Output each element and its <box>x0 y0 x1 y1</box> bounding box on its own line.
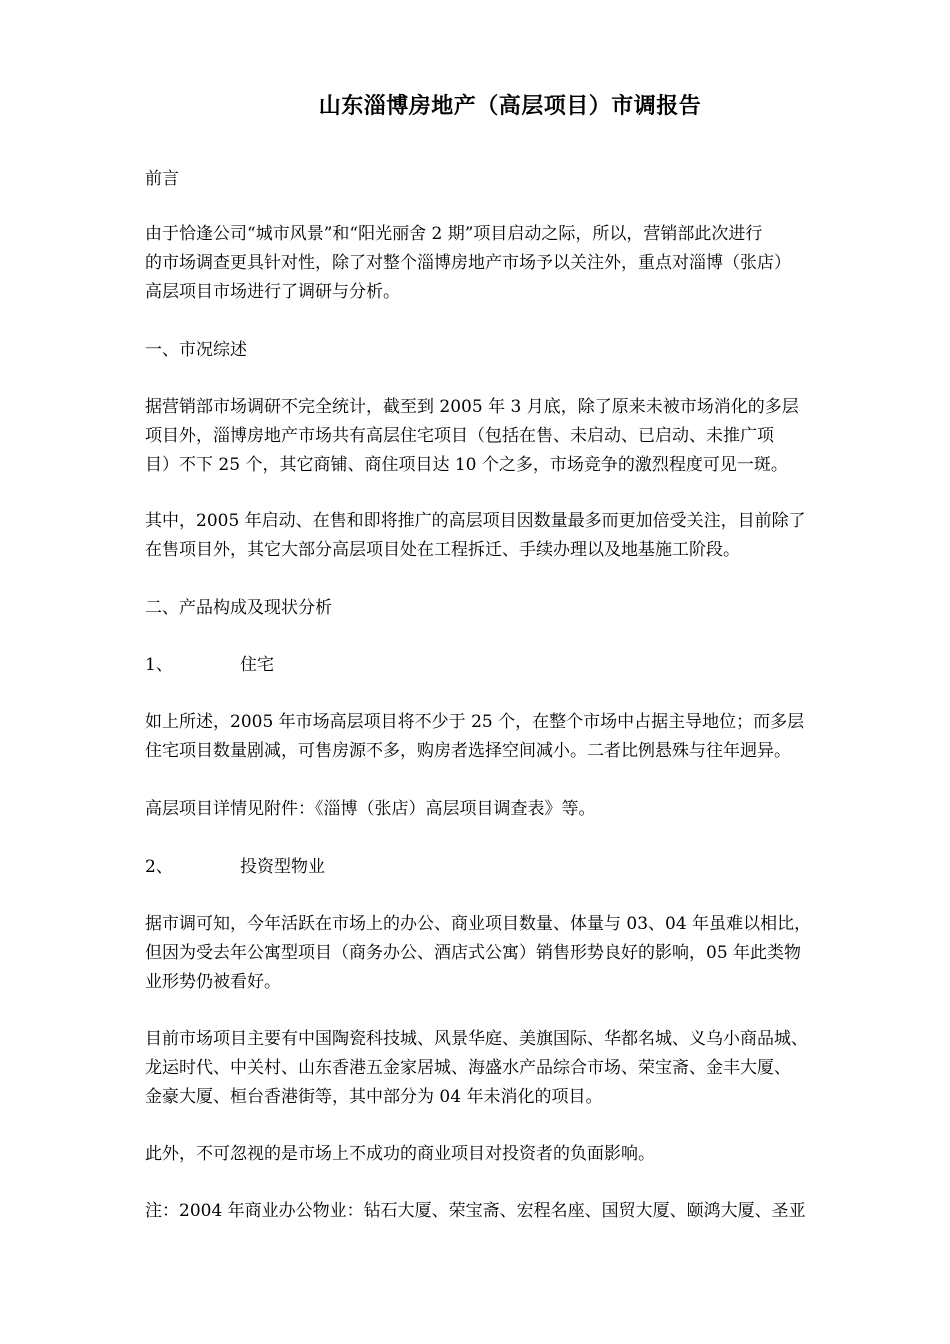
item1-heading <box>145 651 880 680</box>
item1-p1-line: 住宅项目数量剧减，可售房源不多，购房者选择空间减小。二者比例悬殊与往年迥异。 <box>145 741 791 761</box>
item2-p2-line: 龙运时代、中关村、山东香港五金家居城、海盛水产品综合市场、荣宝斋、金丰大厦、 <box>145 1058 791 1078</box>
section1-p2-line: 在售项目外，其它大部分高层项目处在工程拆迁、手续办理以及地基施工阶段。 <box>145 540 740 560</box>
item2-heading <box>145 853 880 882</box>
preface-paragraph <box>145 220 880 307</box>
preface-line: 的市场调查更具针对性，除了对整个淄博房地产市场予以关注外，重点对淄博（张店） <box>145 253 791 273</box>
item2-p2-line: 金豪大厦、桓台香港街等，其中部分为 04 年未消化的项目。 <box>145 1087 603 1107</box>
item2-paragraph-2 <box>145 1025 880 1112</box>
item1-paragraph-1 <box>145 708 880 766</box>
section2-heading: 二、产品构成及现状分析 <box>145 598 332 618</box>
item2-p2-line: 目前市场项目主要有中国陶瓷科技城、风景华庭、美旗国际、华都名城、义乌小商品城、 <box>145 1029 808 1049</box>
item2-p1-line: 但因为受去年公寓型项目（商务办公、酒店式公寓）销售形势良好的影响，05 年此类物 <box>145 943 802 963</box>
section1-p1-line: 目）不下 25 个，其它商铺、商住项目达 10 个之多，市场竞争的激烈程度可见一斑。 <box>145 455 788 475</box>
preface-heading: 前言 <box>145 169 179 189</box>
section1-p1-line: 据营销部市场调研不完全统计，截至到 2005 年 3 月底，除了原来未被市场消化的多层 <box>145 397 799 417</box>
section1-paragraph-2 <box>145 507 880 565</box>
item2-p1-line: 据市调可知，今年活跃在市场上的办公、商业项目数量、体量与 03、04 年虽难以相比， <box>145 914 812 934</box>
item2-p1-line: 业形势仍被看好。 <box>145 972 281 992</box>
preface-line: 由于恰逢公司“城市风景”和“阳光丽舍 2 期”项目启动之际，所以，营销部此次进行 <box>145 224 763 244</box>
section1-p1-line: 项目外，淄博房地产市场共有高层住宅项目（包括在售、未启动、已启动、未推广项 <box>145 426 774 446</box>
item1-paragraph-2: 高层项目详情见附件：《淄博（张店）高层项目调查表》等。 <box>145 799 596 819</box>
item2-paragraph-1 <box>145 910 880 997</box>
item1-label: 住宅 <box>240 655 274 675</box>
item2-label: 投资型物业 <box>240 857 325 877</box>
item2-number: 2、 <box>145 857 173 877</box>
item1-p1-line: 如上所述，2005 年市场高层项目将不少于 25 个，在整个市场中占据主导地位；而多层 <box>145 712 805 732</box>
document-title: 山东淄博房地产（高层项目）市调报告 <box>318 93 702 119</box>
section1-paragraph-1 <box>145 393 880 480</box>
section1-heading: 一、市况综述 <box>145 340 247 360</box>
item2-paragraph-3: 此外，不可忽视的是市场上不成功的商业项目对投资者的负面影响。 <box>145 1144 655 1164</box>
section1-p2-line: 其中，2005 年启动、在售和即将推广的高层项目因数量最多而更加倍受关注，目前除了 <box>145 511 806 531</box>
note-line: 注：2004 年商业办公物业：钻石大厦、荣宝斋、宏程名座、国贸大厦、颐鸿大厦、圣亚 <box>145 1201 806 1221</box>
preface-line: 高层项目市场进行了调研与分析。 <box>145 282 400 302</box>
item1-number: 1、 <box>145 655 173 675</box>
